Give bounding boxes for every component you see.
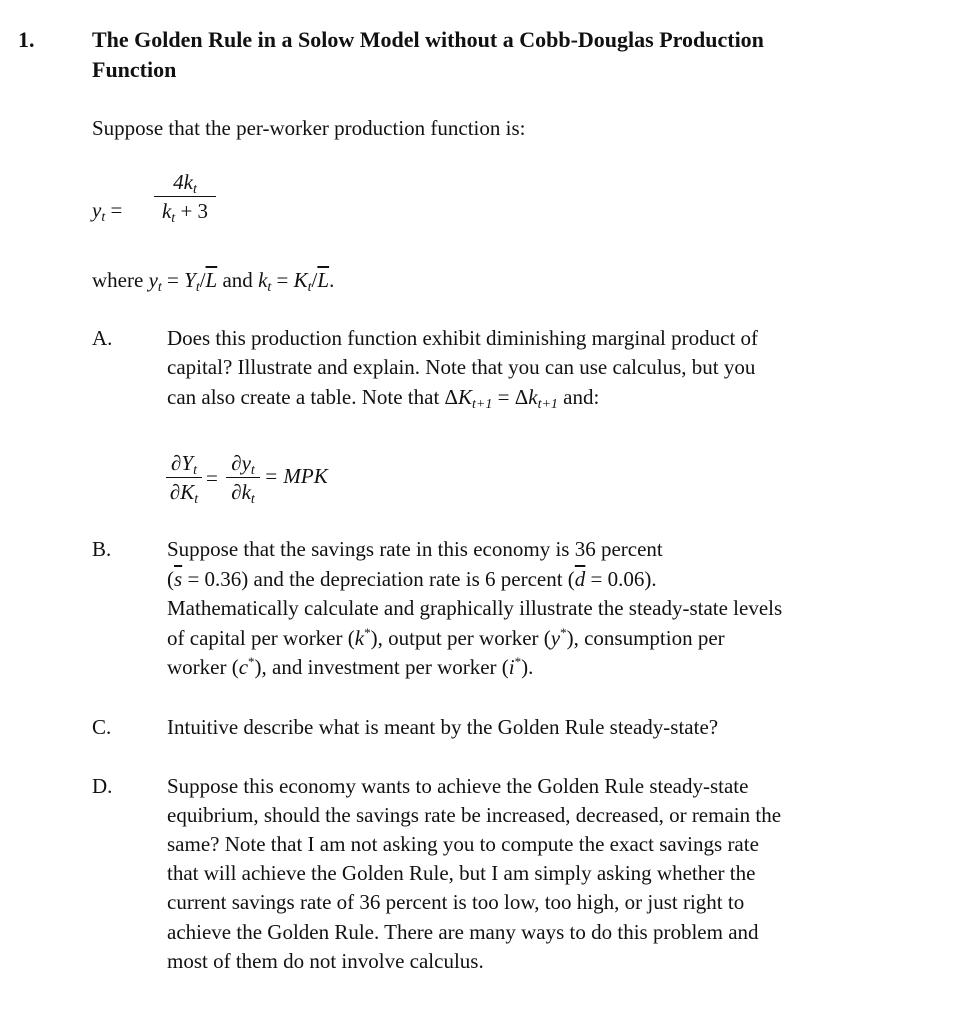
math-fragment: Y (184, 268, 196, 292)
part-d-line: that will achieve the Golden Rule, but I am simply asking whether the (167, 861, 756, 885)
fraction-bar (154, 196, 216, 197)
math-fragment: ( (167, 567, 174, 591)
math-fragment: t (250, 463, 255, 478)
math-fragment: ). (521, 655, 534, 679)
math-fragment: and (217, 268, 259, 292)
part-c-line: Intuitive describe what is meant by the Golden Rule steady-state? (167, 715, 719, 739)
math-fragment: * (560, 625, 567, 640)
math-fragment: t (194, 492, 199, 507)
math-fragment: = (271, 268, 294, 292)
math-fragment: ), consumption per (566, 626, 725, 650)
math-fragment: c (238, 655, 249, 679)
problem-title-line: The Golden Rule in a Solow Model without a Cobb-Douglas Production (92, 27, 764, 52)
math-fragment: K (180, 480, 195, 504)
intro-text: Suppose that the per-worker production function is: (92, 116, 526, 140)
math-fragment: $\overline{s}$ (174, 567, 183, 591)
eq-lhs: y (92, 198, 102, 222)
eq-numerator: 4k (173, 170, 193, 194)
math-fragment: * (248, 654, 255, 669)
math-fragment: ∂ (231, 480, 242, 504)
eq-denominator: k (161, 199, 172, 223)
math-fragment: can also create a table. Note that Δ (167, 385, 459, 409)
math-fragment: / (311, 268, 318, 292)
part-b-line (167, 626, 725, 650)
math-fragment: t (193, 463, 197, 478)
where-definition (92, 268, 335, 295)
part-b-line (167, 567, 657, 591)
eq-sign: = (110, 198, 123, 222)
part-b-label: B. (92, 537, 112, 561)
problem-number: 1. (18, 27, 35, 52)
math-fragment: Y (181, 451, 194, 475)
math-fragment: y (148, 268, 158, 292)
part-c-label: C. (92, 715, 112, 739)
math-fragment: t (157, 280, 162, 295)
math-fragment: of capital per worker ( (167, 626, 355, 650)
math-fragment: = (161, 268, 185, 292)
math-fragment: = (206, 466, 218, 490)
math-fragment: where (92, 268, 149, 292)
eq-sub: t (171, 211, 176, 226)
math-fragment: $\overline{L}$ (205, 268, 218, 292)
math-fragment: = Δ (492, 385, 529, 409)
part-a-label: A. (92, 326, 113, 350)
part-d-label: D. (92, 774, 113, 798)
part-a-line: capital? Illustrate and explain. Note that you can use calculus, but you (167, 355, 756, 379)
part-a-line: Does this production function exhibit diminishing marginal product of (167, 326, 759, 350)
math-fragment: k (241, 480, 251, 504)
part-b-line: Mathematically calculate and graphically illustrate the steady-state levels (167, 596, 783, 620)
math-fragment: = MPK (264, 464, 328, 488)
part-d-line: equibrium, should the savings rate be increased, decreased, or remain the (167, 803, 782, 827)
math-fragment: K (293, 268, 308, 292)
problem-title-line: Function (92, 57, 177, 82)
math-fragment: K (458, 385, 473, 409)
math-fragment: ∂ (169, 480, 181, 504)
math-fragment: worker ( (167, 655, 239, 679)
part-d-line: achieve the Golden Rule. There are many ways to do this problem and (167, 920, 759, 944)
math-fragment: = 0.36) and the depreciation rate is 6 percent ( (182, 567, 575, 591)
math-fragment: / (199, 268, 206, 292)
math-fragment: * (514, 654, 522, 669)
math-fragment: $\overline{L}$ (317, 268, 330, 292)
part-d-line: current savings rate of 36 percent is too low, too high, or just right to (167, 890, 745, 914)
math-fragment: y (550, 626, 561, 650)
math-fragment: ), output per worker ( (370, 626, 551, 650)
math-fragment: t (195, 280, 200, 295)
math-fragment: t (250, 492, 255, 507)
eq-sub: t (101, 210, 106, 225)
math-fragment: and: (557, 385, 600, 409)
math-fragment: k (258, 268, 268, 292)
part-b-line (167, 655, 533, 679)
part-a-line (167, 385, 600, 412)
math-fragment: i (508, 655, 515, 679)
eq-sub: t (192, 182, 197, 197)
math-fragment: $\overline{d}$ (574, 567, 586, 591)
math-fragment: t (267, 280, 272, 295)
math-fragment: t (307, 280, 312, 295)
part-d-line: Suppose this economy wants to achieve the Golden Rule steady-state (167, 774, 749, 798)
math-fragment: . (329, 268, 335, 292)
part-d-line: most of them do not involve calculus. (167, 949, 484, 973)
math-fragment: k (528, 385, 538, 409)
part-d-line: same? Note that I am not asking you to compute the exact savings rate (167, 832, 759, 856)
math-fragment: ∂ (171, 451, 182, 475)
part-b-line: Suppose that the savings rate in this economy is 36 percent (167, 537, 663, 561)
math-fragment: ∂ (231, 451, 242, 475)
math-fragment: ), and investment per worker ( (254, 655, 509, 679)
math-fragment: t+1 (472, 397, 493, 412)
eq-denominator-rest: + 3 (175, 199, 209, 223)
math-fragment: * (364, 625, 371, 640)
math-fragment: t+1 (537, 397, 558, 412)
math-fragment: = 0.06). (585, 567, 657, 591)
math-fragment: k (354, 626, 365, 650)
math-fragment: y (241, 451, 251, 475)
